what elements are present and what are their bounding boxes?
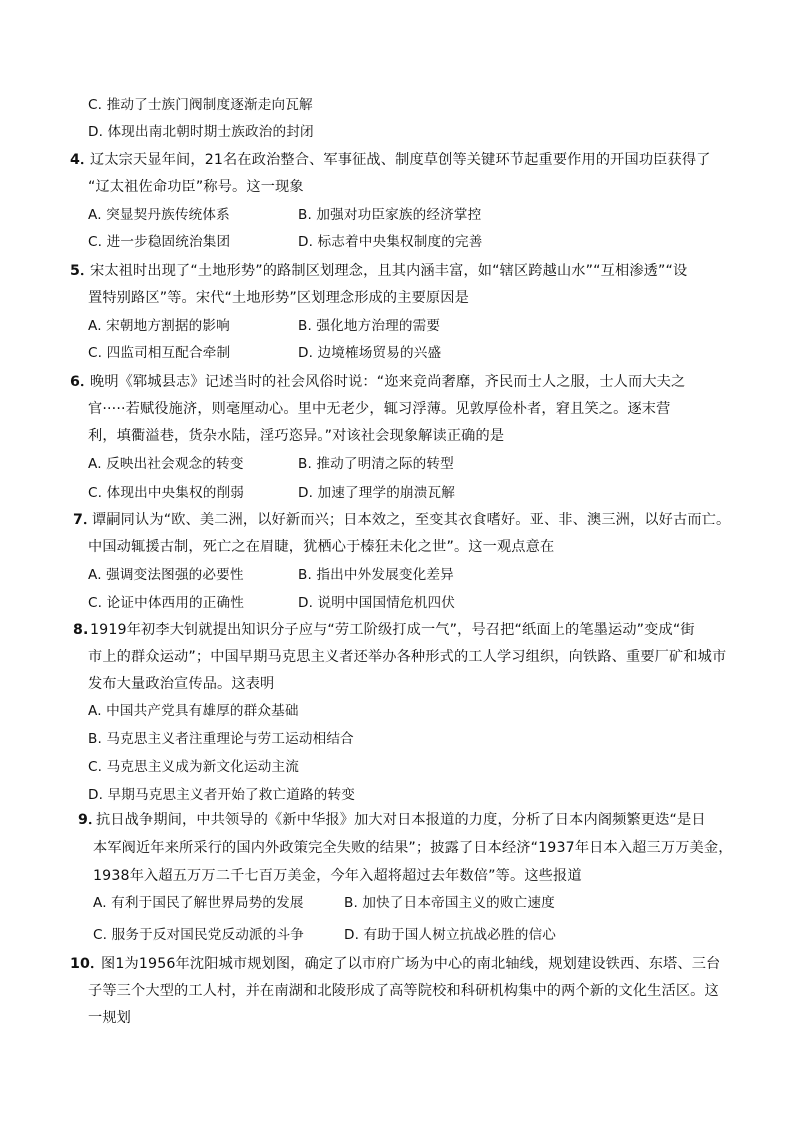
q8-option-a: A. 中国共产党具有雄厚的群众基础 (88, 703, 299, 719)
q5-number: 5． (70, 263, 95, 279)
q4-stem-line-2: “辽太祖佐命功臣”称号。这一现象 (88, 179, 304, 195)
q5-option-d: D. 边境榷场贸易的兴盛 (298, 345, 442, 361)
q9-stem-line-2: 本军阀近年来所采行的国内外政策完全失败的结果”；披露了日本经济“1937年日本入超三万万美金， (93, 840, 733, 856)
q4-option-c: C. 进一步稳固统治集团 (88, 234, 231, 250)
q9-stem-line-3: 1938年入超五万万二千七百万美金，今年入超将超过去年数倍”等。这些报道 (93, 868, 582, 884)
q7-stem-line-2: 中国动辄援古制，死亡之在眉睫，犹栖心于榛狂未化之世”。这一观点意在 (88, 539, 555, 555)
q8-option-b: B. 马克思主义者注重理论与劳工运动相结合 (88, 731, 354, 747)
q9-stem-line-1: 抗日战争期间，中共领导的《新中华报》加大对日本报道的力度，分析了日本内阁频繁更迭“是日 (96, 812, 706, 828)
q8-option-c: C. 马克思主义成为新文化运动主流 (88, 759, 299, 775)
q7-stem-line-1: 谭嗣同认为“欧、美二洲，以好新而兴；日本效之，至变其衣食嗜好。亚、非、澳三洲，以好古而亡。 (92, 512, 731, 528)
q4-stem-line-1: 辽太宗天显年间，21名在政治整合、军事征战、制度草创等关键环节起重要作用的开国功臣获得了 (90, 152, 711, 168)
q7-option-c: C. 论证中体西用的正确性 (88, 595, 245, 611)
q8-option-d: D. 早期马克思主义者开始了救亡道路的转变 (88, 787, 355, 803)
q5-option-b: B. 强化地方治理的需要 (298, 318, 441, 334)
q4-option-b: B. 加强对功臣家族的经济掌控 (298, 207, 482, 223)
q4-number: 4． (70, 152, 95, 168)
q8-stem-line-3: 发布大量政治宣传品。这表明 (88, 676, 275, 692)
q6-option-b: B. 推动了明清之际的转型 (298, 456, 454, 472)
q5-stem-line-1: 宋太祖时出现了“土地形势”的路制区划理念，且其内涵丰富，如“辖区跨越山水”“互相渗透”“设 (90, 263, 688, 279)
q7-option-b: B. 指出中外发展变化差异 (298, 567, 454, 583)
q4-option-d: D. 标志着中央集权制度的完善 (298, 234, 483, 250)
q7-number: 7． (73, 512, 98, 528)
q9-option-d: D. 有助于国人树立抗战必胜的信心 (344, 927, 556, 943)
q6-stem-line-3: 利，填衢溢巷，货杂水陆，淫巧恣异。”对该社会现象解读正确的是 (88, 428, 505, 444)
q6-stem-line-2: 官·····若赋役施济，则毫厘动心。里中无老少，辄习浮薄。见敦厚俭朴者，窘且笑之。逐末营 (88, 401, 671, 417)
q6-number: 6． (70, 374, 95, 390)
q7-option-d: D. 说明中国国情危机四伏 (298, 595, 455, 611)
q4-option-a: A. 突显契丹族传统体系 (88, 207, 230, 223)
q10-stem-line-2: 子等三个大型的工人村，并在南湖和北陵形成了高等院校和科研机构集中的两个新的文化生活区。这 (88, 983, 719, 999)
q6-option-d: D. 加速了理学的崩溃瓦解 (298, 485, 455, 501)
q10-stem-line-1: 图1为1956年沈阳城市规划图，确定了以市府广场为中心的南北轴线，规划建设铁西、东塔、三台 (101, 956, 721, 972)
q9-option-b: B. 加快了日本帝国主义的败亡速度 (344, 895, 555, 911)
q3-option-c: C. 推动了士族门阀制度逐渐走向瓦解 (88, 97, 313, 113)
q8-stem-line-2: 市上的群众运动”；中国早期马克思主义者还举办各种形式的工人学习组织，向铁路、重要厂矿和城市 (88, 649, 727, 665)
q7-option-a: A. 强调变法图强的必要性 (88, 567, 244, 583)
q5-option-a: A. 宋朝地方割据的影响 (88, 318, 230, 334)
q9-number: 9． (78, 812, 103, 828)
q5-option-c: C. 四监司相互配合牵制 (88, 345, 231, 361)
q5-stem-line-2: 置特别路区”等。宋代“土地形势”区划理念形成的主要原因是 (88, 290, 469, 306)
q6-option-a: A. 反映出社会观念的转变 (88, 456, 244, 472)
q3-option-d: D. 体现出南北朝时期士族政治的封闭 (88, 124, 314, 140)
q6-stem-line-1: 晚明《郓城县志》记述当时的社会风俗时说：“迩来竞尚奢靡，齐民而士人之服，士人而大夫之 (90, 374, 686, 390)
q10-number: 10． (70, 956, 105, 972)
q8-stem-line-1: 1919年初李大钊就提出知识分子应与“劳工阶级打成一气”，号召把“纸面上的笔墨运动”变成“街 (90, 622, 695, 638)
q10-stem-line-3: 一规划 (88, 1010, 132, 1026)
q8-number: 8. (73, 622, 89, 638)
q9-option-a: A. 有利于国民了解世界局势的发展 (93, 895, 304, 911)
q9-option-c: C. 服务于反对国民党反动派的斗争 (93, 927, 304, 943)
q6-option-c: C. 体现出中央集权的削弱 (88, 485, 245, 501)
